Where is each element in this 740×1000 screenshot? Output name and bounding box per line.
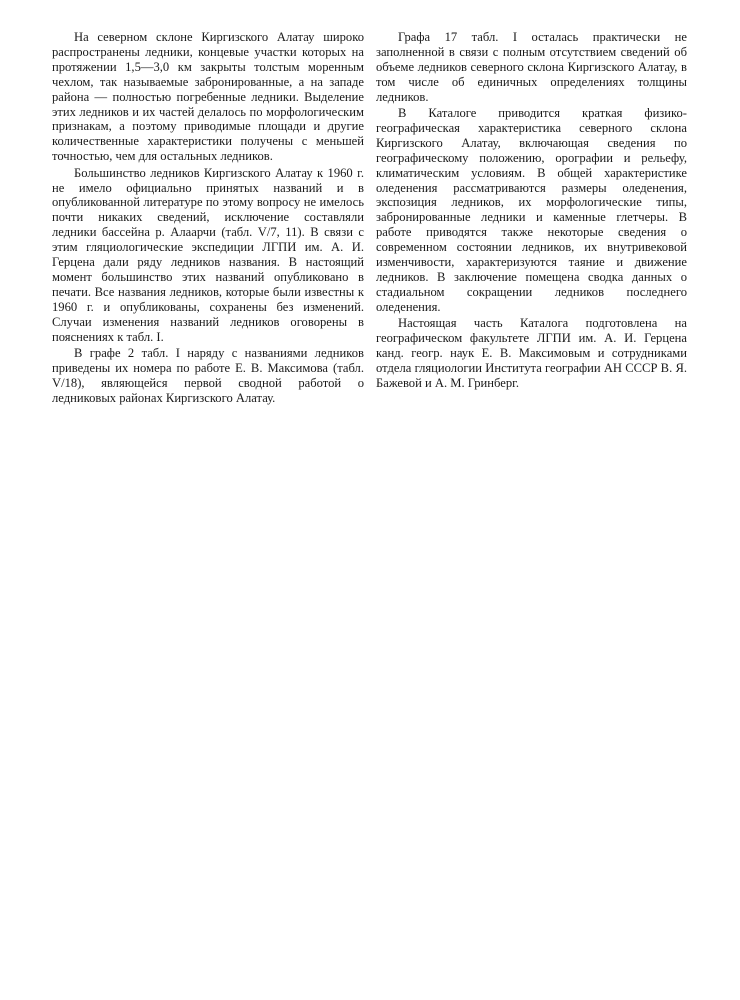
paragraph: В Каталоге приводится краткая физико-географическая характеристика северного склона Киргизского Алатау, включающая сведения по географическому положению, орографии и рельефу, климатическим условиям. В общей характеристике оледенения рассматриваются размеры оледенения, экспозиция ледников, их морфологические типы, забронированные ледники и каменные глетчеры. В работе приводятся также некоторые сведения о современном состоянии ледников, их внутривековой изменчивости, характеризуются таяние и движение ледников. В заключение помещена сводка данных о стадиальном сокращении ледников последнего оледенения. [376,106,687,314]
paragraph: На северном склоне Киргизского Алатау широко распространены ледники, концевые участки которых на протяжении 1,5—3,0 км закрыты толстым моренным чехлом, так называемые забронированные, а на западе района — полностью погребенные ледники. Выделение этих ледников и их частей делалось по морфологическим признакам, а поэтому приводимые площади и другие количественные характеристики получены с меньшей точностью, чем для остальных ледников. [52,30,364,164]
text-column-right [376,30,687,392]
paragraph: Большинство ледников Киргизского Алатау к 1960 г. не имело официально принятых названий и в опубликованной литературе по этому вопросу не имелось почти никаких сведений, исключение составляли ледники бассейна р. Алаарчи (табл. V/7, 11). В связи с этим гляциологические экспедиции ЛГПИ им. А. И. Герцена дали ряду ледников названия. В настоящий момент большинство этих названий опубликовано в печати. Все названия ледников, которые были известны к 1960 г. и опубликованы, сохранены без изменений. Случаи изменения названий ледников оговорены в пояснениях к табл. I. [52,165,364,344]
paragraph: Настоящая часть Каталога подготовлена на географическом факультете ЛГПИ им. А. И. Герцена канд. геогр. наук Е. В. Максимовым и сотрудниками отдела гляциологии Института географии АН СССР В. Я. Бажевой и А. М. Гринберг. [376,316,687,390]
text-column-left [52,30,364,407]
paragraph: Графа 17 табл. I осталась практически не заполненной в связи с полным отсутствием сведений об объеме ледников северного склона Киргизского Алатау, в том числе об единичных определениях толщины ледников. [376,30,687,104]
paragraph: В графе 2 табл. I наряду с названиями ледников приведены их номера по работе Е. В. Максимова (табл. V/18), являющейся первой сводной работой о ледниковых районах Киргизского Алатау. [52,346,364,405]
